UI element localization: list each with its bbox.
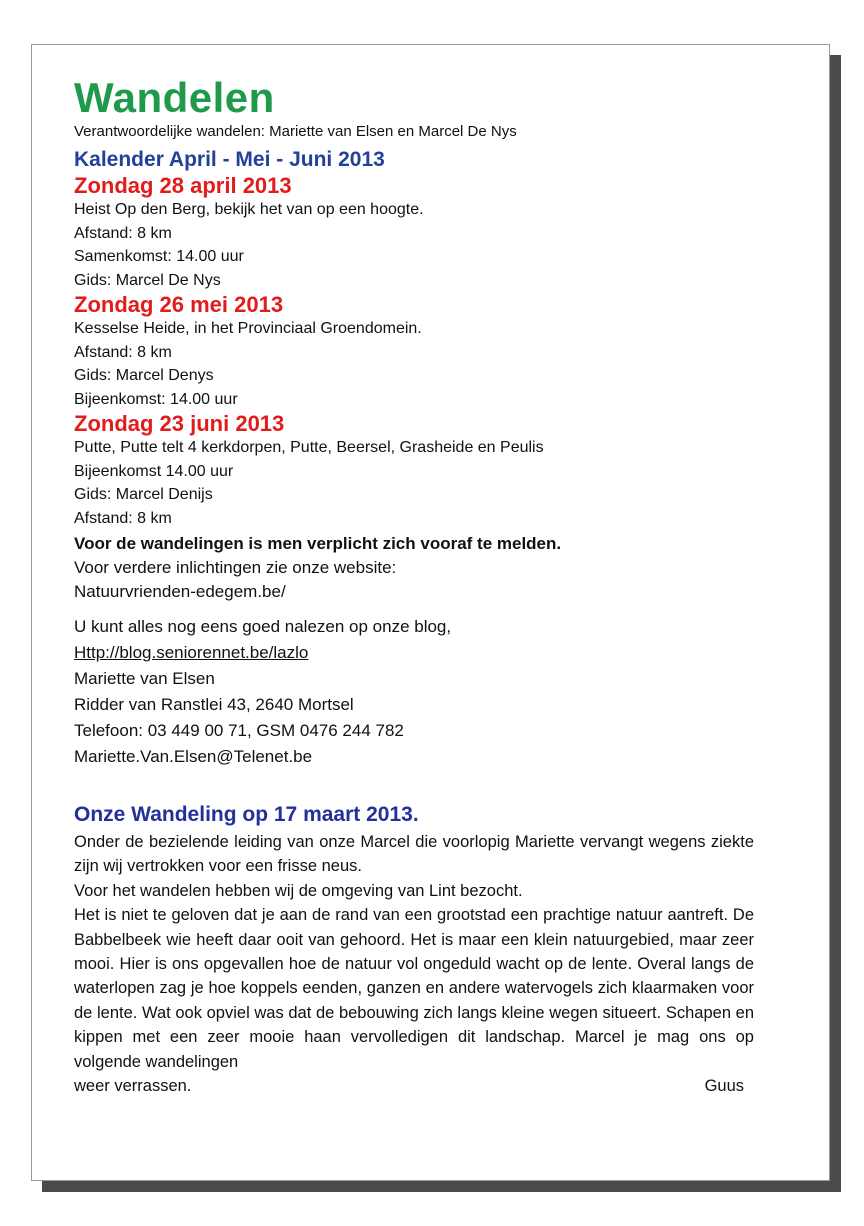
website-link[interactable]: Natuurvrienden-edegem.be/ — [74, 582, 286, 601]
report-closing — [74, 1074, 754, 1098]
event-detail: Samenkomst: 14.00 uur — [74, 248, 244, 265]
event-date: Zondag 28 april 2013 — [74, 173, 292, 198]
event-date: Zondag 23 juni 2013 — [74, 411, 285, 436]
contact-email[interactable]: Mariette.Van.Elsen@Telenet.be — [74, 747, 313, 766]
responsible-line: Verantwoordelijke wandelen: Mariette van Elsen en Marcel De Nys — [74, 123, 517, 140]
event-1 — [74, 173, 754, 292]
author-signature: Guus — [704, 1077, 744, 1096]
contact-address: Ridder van Ranstlei 43, 2640 Mortsel — [74, 695, 354, 714]
report-paragraph: Voor het wandelen hebben wij de omgeving van Lint bezocht. — [74, 881, 523, 900]
event-description: Kesselse Heide, in het Provinciaal Groendomein. — [74, 320, 422, 337]
event-description: Putte, Putte telt 4 kerkdorpen, Putte, Beersel, Grasheide en Peulis — [74, 439, 544, 456]
event-detail: Afstand: 8 km — [74, 224, 172, 242]
event-3 — [74, 411, 754, 530]
event-detail: Gids: Marcel De Nys — [74, 271, 221, 289]
website-intro: Voor verdere inlichtingen zie onze website: — [74, 558, 397, 577]
event-detail: Bijeenkomst: 14.00 uur — [74, 390, 238, 408]
event-detail: Afstand: 8 km — [74, 343, 172, 361]
page-content — [74, 75, 754, 1098]
event-detail: Afstand: 8 km — [74, 509, 172, 527]
contact-block — [74, 614, 754, 770]
event-date: Zondag 26 mei 2013 — [74, 292, 284, 317]
newsletter-page — [31, 44, 830, 1181]
blog-link[interactable]: Http://blog.seniorennet.be/lazlo — [74, 643, 309, 662]
event-detail: Bijeenkomst 14.00 uur — [74, 462, 234, 480]
event-detail: Gids: Marcel Denijs — [74, 486, 213, 503]
registration-notice: Voor de wandelingen is men verplicht zich vooraf te melden. — [74, 534, 562, 553]
report-paragraph: Onder de bezielende leiding van onze Marcel die voorlopig Mariette vervangt wegens ziekte zijn wij vertrokken voor een frisse neus. — [74, 833, 754, 876]
event-2 — [74, 292, 754, 411]
event-description: Heist Op den Berg, bekijk het van op een hoogte. — [74, 201, 424, 218]
calendar-heading: Kalender April - Mei - Juni 2013 — [74, 148, 385, 171]
page-title: Wandelen — [74, 74, 275, 121]
contact-name: Mariette van Elsen — [74, 669, 215, 688]
event-detail: Gids: Marcel Denys — [74, 367, 214, 384]
contact-phone: Telefoon: 03 449 00 71, GSM 0476 244 782 — [74, 721, 404, 740]
report-last-line: weer verrassen. — [74, 1077, 192, 1096]
report-paragraph: Het is niet te geloven dat je aan de rand van een grootstad een prachtige natuur aantreft. De Babbelbeek wie heeft daar ooit van gehoord. Het is maar een klein natuurgebied, maar zeer mooi. Hier is ons opgevallen hoe de natuur vol ongeduld wacht op de lente. Overal langs de waterlopen zag je hoe koppels eenden, ganzen en andere watervogels zich klaarmaken voor de lente. Wat ook opviel was dat de bebouwing zich langs kleine wegen situeert. Schapen en kippen met een zeer mooie haan vervolledigen dit landschap. Marcel je mag ons op volgende wandelingen — [74, 906, 754, 1071]
blog-intro: U kunt alles nog eens goed nalezen op onze blog, — [74, 617, 452, 636]
report-heading: Onze Wandeling op 17 maart 2013. — [74, 803, 419, 826]
